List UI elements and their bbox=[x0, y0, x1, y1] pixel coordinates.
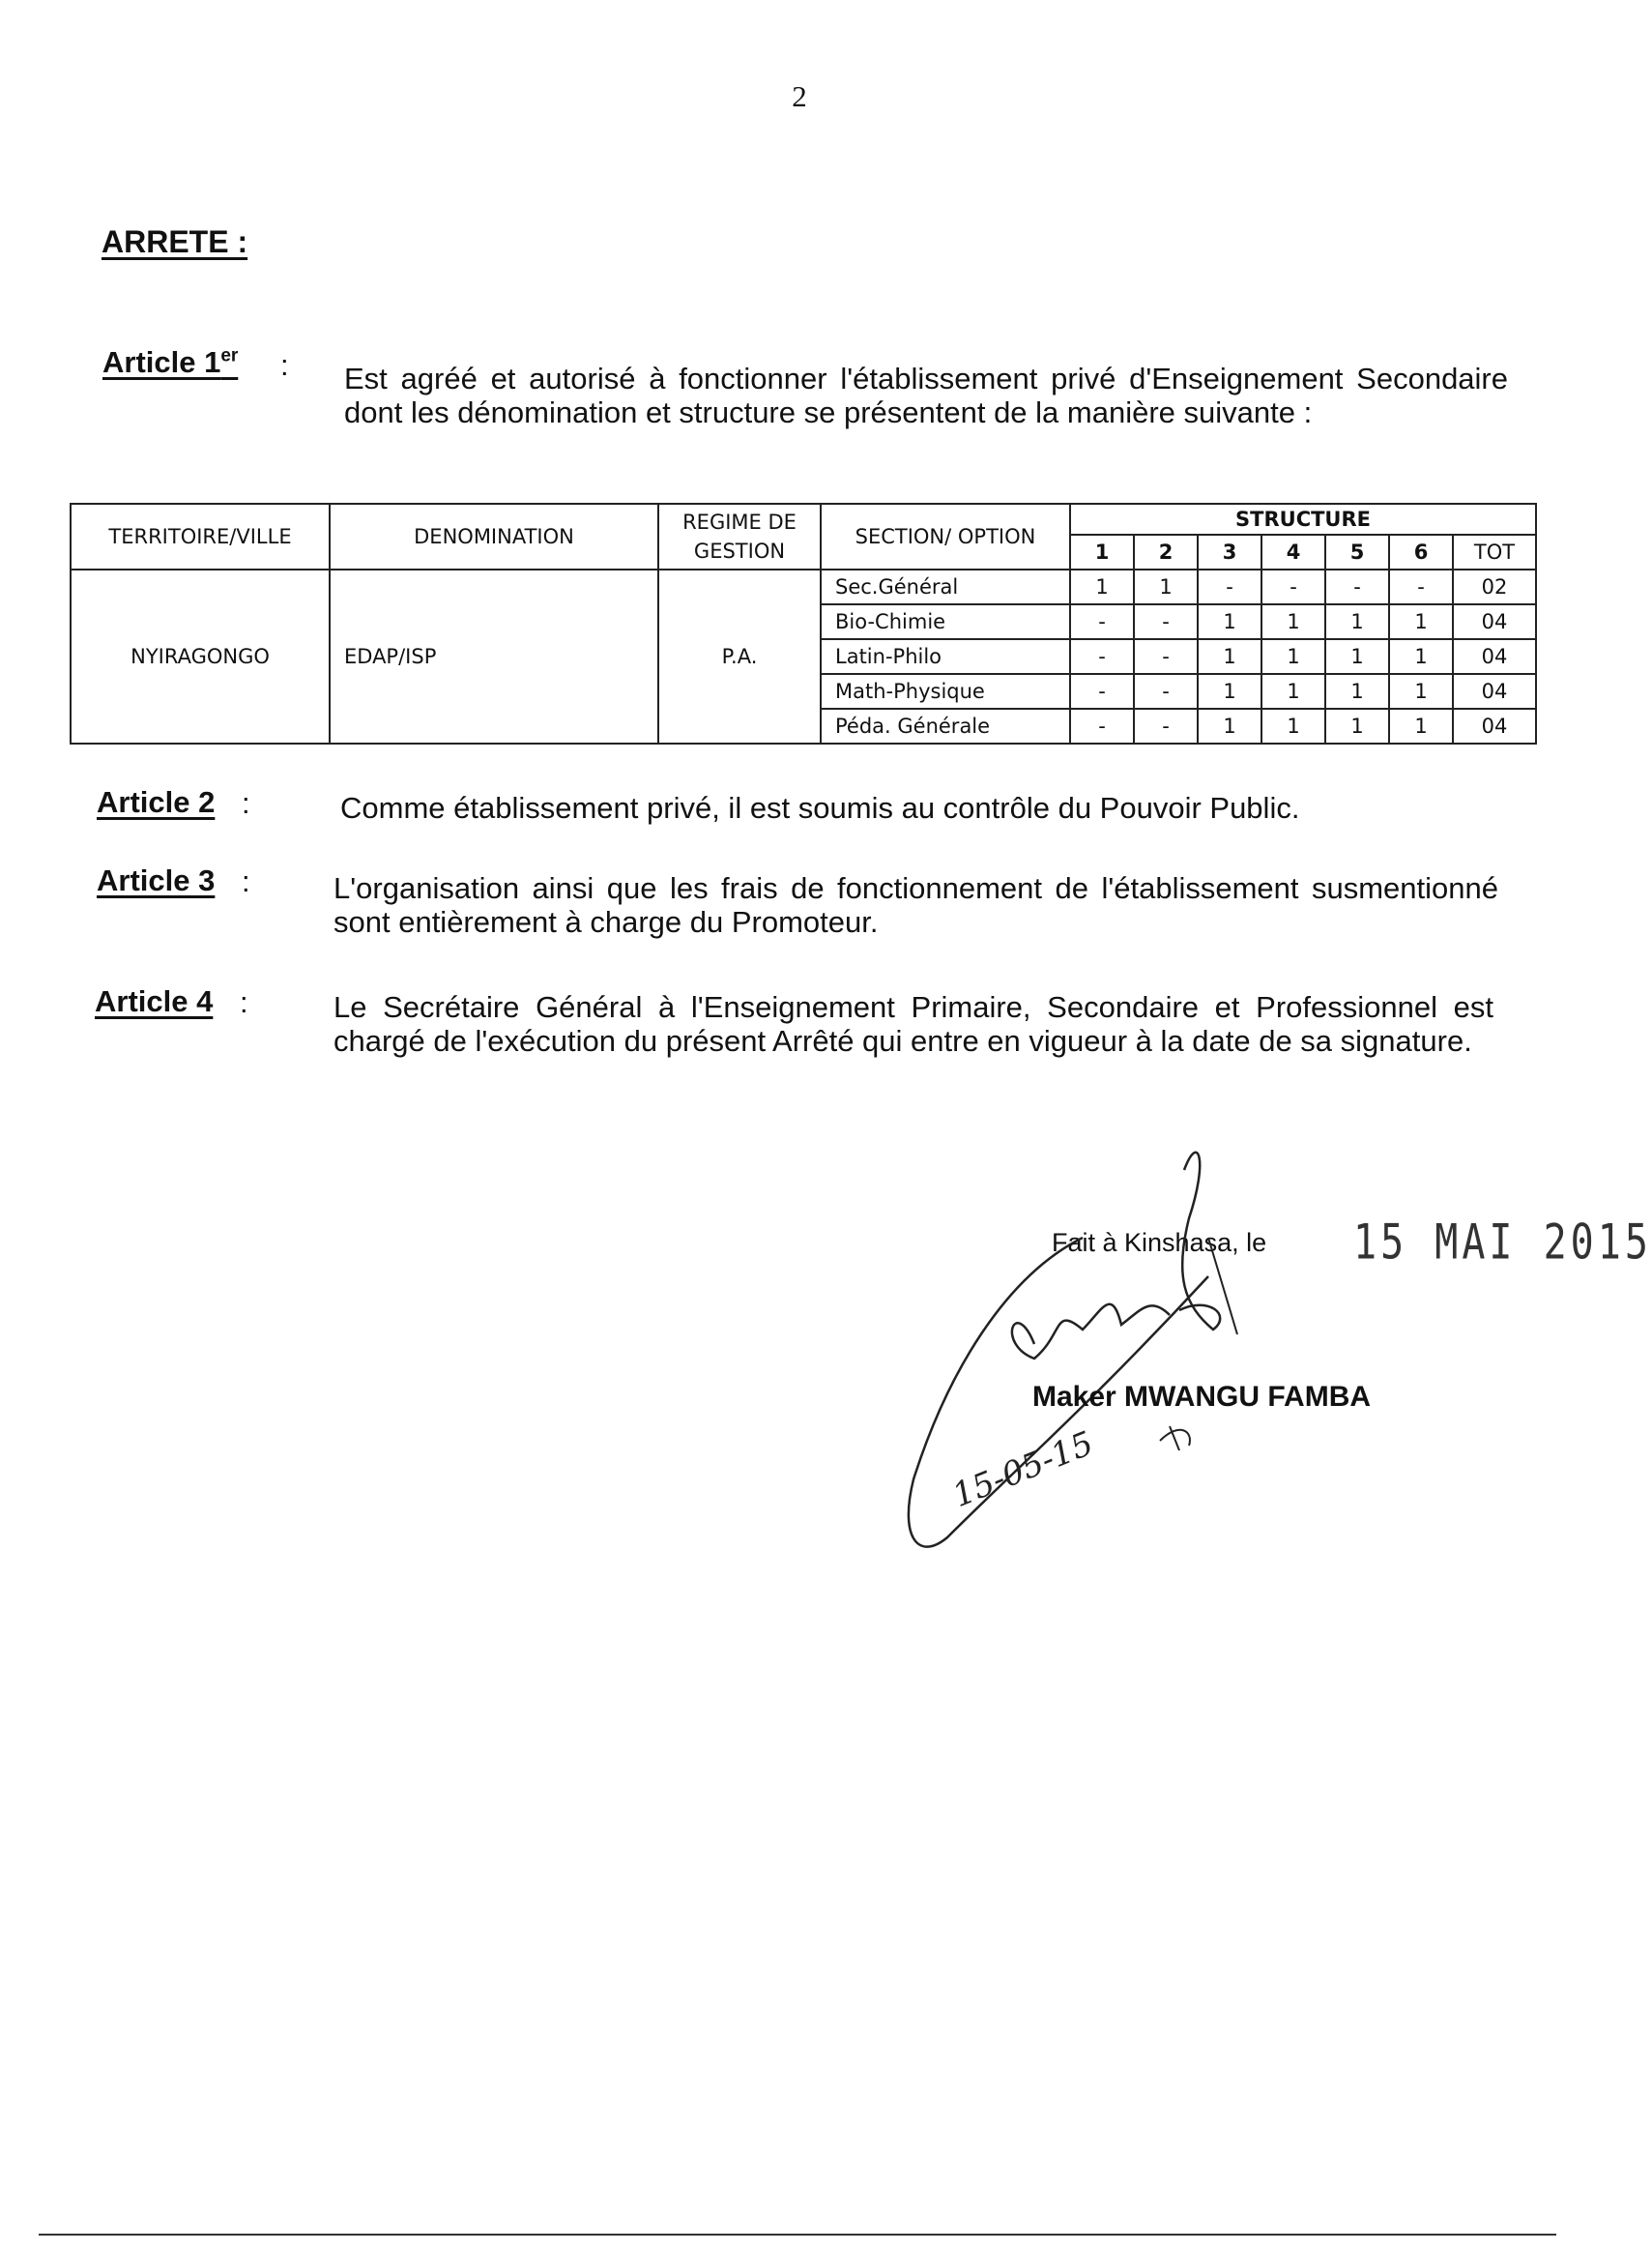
option-cell: Latin-Philo bbox=[821, 639, 1070, 674]
article-3-label: Article 3 bbox=[97, 863, 216, 897]
handwritten-date: 15-05-15 bbox=[947, 1423, 1099, 1516]
header-denomination: DENOMINATION bbox=[330, 504, 658, 570]
page-number: 2 bbox=[792, 79, 807, 113]
table-row bbox=[71, 570, 1536, 604]
header-regime: REGIME DE GESTION bbox=[658, 504, 821, 570]
level-header: 6 bbox=[1389, 535, 1453, 570]
regime-cell: P.A. bbox=[658, 570, 821, 744]
article-1-text: Est agréé et autorisé à fonctionner l'établissement privé d'Enseignement Secondaire dont les dénomination et structure se présentent de la manière suivante : bbox=[344, 362, 1508, 429]
article-1-label bbox=[102, 345, 238, 380]
header-territoire: TERRITOIRE/VILLE bbox=[71, 504, 330, 570]
footer-rule bbox=[39, 2234, 1556, 2236]
total-cell: 04 bbox=[1453, 639, 1536, 674]
value-cell: - bbox=[1325, 570, 1389, 604]
level-header: 5 bbox=[1325, 535, 1389, 570]
option-cell: Sec.Général bbox=[821, 570, 1070, 604]
value-cell: 1 bbox=[1389, 709, 1453, 744]
place-date-line: Fait à Kinshasa, le bbox=[1052, 1228, 1267, 1257]
option-cell: Math-Physique bbox=[821, 674, 1070, 709]
total-cell: 04 bbox=[1453, 674, 1536, 709]
header-structure: STRUCTURE bbox=[1070, 504, 1536, 535]
value-cell: 1 bbox=[1325, 674, 1389, 709]
value-cell: - bbox=[1389, 570, 1453, 604]
article-3-colon: : bbox=[242, 864, 250, 898]
article-4-label: Article 4 bbox=[95, 984, 214, 1018]
value-cell: - bbox=[1198, 570, 1261, 604]
value-cell: 1 bbox=[1325, 709, 1389, 744]
value-cell: 1 bbox=[1261, 604, 1325, 639]
level-header: 1 bbox=[1070, 535, 1134, 570]
handwritten-signature bbox=[889, 1131, 1276, 1595]
value-cell: - bbox=[1134, 604, 1198, 639]
value-cell: 1 bbox=[1261, 674, 1325, 709]
article-3-text: L'organisation ainsi que les frais de fonctionnement de l'établissement susmentionné sont entièrement à charge du Promoteur. bbox=[333, 871, 1498, 939]
denomination-cell: EDAP/ISP bbox=[330, 570, 658, 744]
level-header: 3 bbox=[1198, 535, 1261, 570]
value-cell: - bbox=[1070, 604, 1134, 639]
header-section: SECTION/ OPTION bbox=[821, 504, 1070, 570]
value-cell: 1 bbox=[1389, 604, 1453, 639]
value-cell: 1 bbox=[1198, 709, 1261, 744]
article-4-colon: : bbox=[240, 985, 248, 1019]
option-cell: Péda. Générale bbox=[821, 709, 1070, 744]
value-cell: 1 bbox=[1389, 639, 1453, 674]
article-1-superscript: er bbox=[220, 345, 239, 366]
date-stamp: 15 MAI 2015 bbox=[1353, 1214, 1652, 1271]
value-cell: 1 bbox=[1070, 570, 1134, 604]
value-cell: - bbox=[1070, 709, 1134, 744]
value-cell: - bbox=[1134, 674, 1198, 709]
article-1-number: Article 1 bbox=[102, 345, 221, 379]
value-cell: 1 bbox=[1198, 604, 1261, 639]
decree-heading: ARRETE : bbox=[101, 224, 248, 259]
level-header: 2 bbox=[1134, 535, 1198, 570]
option-cell: Bio-Chimie bbox=[821, 604, 1070, 639]
article-2-label: Article 2 bbox=[97, 785, 216, 819]
value-cell: 1 bbox=[1389, 674, 1453, 709]
article-2-text: Comme établissement privé, il est soumis au contrôle du Pouvoir Public. bbox=[340, 791, 1300, 825]
territoire-cell: NYIRAGONGO bbox=[71, 570, 330, 744]
value-cell: 1 bbox=[1325, 604, 1389, 639]
level-header-total: TOT bbox=[1453, 535, 1536, 570]
value-cell: 1 bbox=[1261, 639, 1325, 674]
signatory-name: Maker MWANGU FAMBA bbox=[1032, 1381, 1372, 1413]
total-cell: 04 bbox=[1453, 604, 1536, 639]
article-1-colon: : bbox=[280, 348, 289, 382]
value-cell: 1 bbox=[1325, 639, 1389, 674]
value-cell: - bbox=[1261, 570, 1325, 604]
article-2-colon: : bbox=[242, 786, 250, 820]
value-cell: - bbox=[1070, 674, 1134, 709]
value-cell: 1 bbox=[1198, 639, 1261, 674]
value-cell: - bbox=[1134, 639, 1198, 674]
value-cell: 1 bbox=[1198, 674, 1261, 709]
value-cell: 1 bbox=[1134, 570, 1198, 604]
total-cell: 02 bbox=[1453, 570, 1536, 604]
article-4-text: Le Secrétaire Général à l'Enseignement Primaire, Secondaire et Professionnel est chargé de l'exécution du présent Arrêté qui entre en vigueur à la date de sa signature. bbox=[333, 990, 1493, 1058]
total-cell: 04 bbox=[1453, 709, 1536, 744]
level-header: 4 bbox=[1261, 535, 1325, 570]
value-cell: - bbox=[1070, 639, 1134, 674]
table-header-row bbox=[71, 504, 1536, 535]
establishment-table bbox=[70, 503, 1537, 745]
value-cell: - bbox=[1134, 709, 1198, 744]
value-cell: 1 bbox=[1261, 709, 1325, 744]
